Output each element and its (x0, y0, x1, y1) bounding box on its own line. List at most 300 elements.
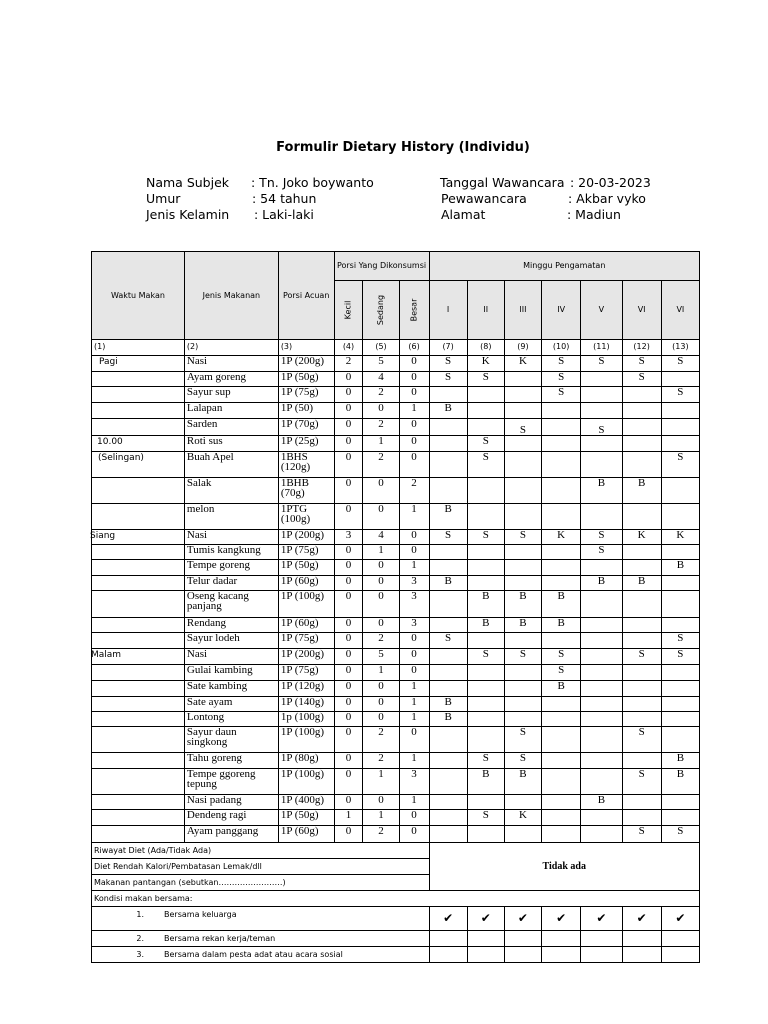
week-value (504, 560, 541, 576)
header-week: VI (661, 281, 699, 340)
waktu-cell (92, 826, 185, 843)
week-value (429, 826, 467, 843)
table-row (92, 356, 700, 372)
week-value: S (429, 356, 467, 372)
week-value: B (542, 591, 581, 618)
column-number: (2) (184, 340, 278, 356)
week-value (504, 545, 541, 560)
week-value (467, 712, 504, 727)
week-value (467, 419, 504, 436)
table-row (92, 649, 700, 665)
portion-reference: 1P (75g) (278, 665, 334, 681)
food-name: Roti sus (184, 436, 278, 452)
empty-cell (622, 931, 661, 947)
portion-besar: 0 (399, 665, 429, 681)
week-value (661, 372, 699, 387)
week-value (622, 591, 661, 618)
week-value: S (661, 387, 699, 403)
waktu-cell (92, 576, 185, 591)
week-value: S (504, 419, 541, 436)
week-value: S (467, 649, 504, 665)
portion-sedang: 2 (363, 387, 399, 403)
waktu-cell (92, 591, 185, 618)
portion-kecil: 0 (334, 618, 363, 633)
header-week: III (504, 281, 541, 340)
week-value: S (661, 633, 699, 649)
week-value: B (504, 769, 541, 795)
week-value (542, 727, 581, 753)
tanggal-value: : 20-03-2023 (570, 175, 651, 190)
portion-sedang: 0 (363, 560, 399, 576)
portion-besar: 1 (399, 504, 429, 530)
portion-besar: 3 (399, 618, 429, 633)
week-value (661, 478, 699, 504)
portion-sedang: 5 (363, 649, 399, 665)
week-value (581, 769, 622, 795)
week-value: B (542, 618, 581, 633)
portion-sedang: 2 (363, 452, 399, 478)
week-value (429, 665, 467, 681)
table-row (92, 560, 700, 576)
food-name: Dendeng ragi (184, 810, 278, 826)
week-value (504, 712, 541, 727)
week-value (429, 681, 467, 697)
waktu-cell (92, 372, 185, 387)
week-value (542, 560, 581, 576)
column-number: (8) (467, 340, 504, 356)
portion-sedang: 1 (363, 545, 399, 560)
waktu-cell (92, 753, 185, 769)
week-value (429, 478, 467, 504)
week-value: B (622, 478, 661, 504)
week-value: S (429, 372, 467, 387)
portion-reference: 1P (200g) (278, 649, 334, 665)
week-value (429, 436, 467, 452)
portion-besar: 1 (399, 560, 429, 576)
empty-cell (504, 947, 541, 963)
kondisi-row (92, 907, 700, 931)
week-value (504, 372, 541, 387)
food-name: Buah Apel (184, 452, 278, 478)
portion-sedang: 0 (363, 795, 399, 810)
week-value: B (429, 504, 467, 530)
column-number: (1) (92, 340, 185, 356)
week-value (504, 697, 541, 712)
portion-sedang: 0 (363, 681, 399, 697)
jenis-kelamin-label: Jenis Kelamin (146, 207, 230, 222)
table-row (92, 530, 700, 545)
waktu-cell (92, 504, 185, 530)
week-value (542, 753, 581, 769)
table-row (92, 826, 700, 843)
header-porsi: Porsi Acuan (278, 252, 334, 340)
week-value (622, 419, 661, 436)
kondisi-item (92, 931, 430, 947)
week-value: S (429, 633, 467, 649)
portion-kecil: 0 (334, 727, 363, 753)
check-icon (581, 907, 622, 931)
portion-kecil: 0 (334, 681, 363, 697)
portion-kecil: 0 (334, 712, 363, 727)
week-value: S (622, 356, 661, 372)
portion-kecil: 0 (334, 436, 363, 452)
week-value (542, 403, 581, 419)
portion-besar: 0 (399, 436, 429, 452)
week-value (542, 436, 581, 452)
week-value (581, 618, 622, 633)
week-value: B (661, 769, 699, 795)
empty-cell (661, 931, 699, 947)
portion-besar: 1 (399, 753, 429, 769)
portion-sedang: 1 (363, 769, 399, 795)
food-name: Sayur lodeh (184, 633, 278, 649)
dietary-history-table (91, 251, 700, 963)
week-value (429, 545, 467, 560)
week-value (429, 810, 467, 826)
week-value (661, 712, 699, 727)
week-value: S (622, 826, 661, 843)
week-value (581, 436, 622, 452)
food-name: Lontong (184, 712, 278, 727)
portion-kecil: 0 (334, 372, 363, 387)
portion-reference: 1P (50g) (278, 810, 334, 826)
check-icon (429, 907, 467, 931)
portion-reference: 1P (75g) (278, 545, 334, 560)
portion-sedang: 4 (363, 530, 399, 545)
portion-kecil: 0 (334, 649, 363, 665)
week-value (622, 436, 661, 452)
week-value (504, 681, 541, 697)
alamat-label: Alamat (441, 207, 486, 222)
week-value (467, 576, 504, 591)
kondisi-row (92, 931, 700, 947)
food-name: Sayur sup (184, 387, 278, 403)
week-value (542, 504, 581, 530)
week-value: S (467, 452, 504, 478)
week-value: S (504, 753, 541, 769)
food-name: Sayur daun singkong (184, 727, 278, 753)
column-number: (3) (278, 340, 334, 356)
check-icon: ✔ (636, 911, 647, 925)
table-row (92, 697, 700, 712)
kondisi-row (92, 947, 700, 963)
column-number: (12) (622, 340, 661, 356)
table-row (92, 545, 700, 560)
food-name: Tempe ggoreng tepung (184, 769, 278, 795)
week-value (467, 665, 504, 681)
portion-sedang: 2 (363, 826, 399, 843)
week-value: S (661, 826, 699, 843)
portion-reference: 1P (70g) (278, 419, 334, 436)
week-value (504, 452, 541, 478)
check-icon (504, 907, 541, 931)
portion-besar: 0 (399, 727, 429, 753)
portion-kecil: 0 (334, 504, 363, 530)
week-value (467, 560, 504, 576)
portion-besar: 1 (399, 697, 429, 712)
portion-reference: 1P (100g) (278, 727, 334, 753)
week-value (504, 633, 541, 649)
week-value (581, 697, 622, 712)
food-name: Nasi (184, 649, 278, 665)
week-value (542, 478, 581, 504)
week-value (504, 478, 541, 504)
portion-besar: 0 (399, 633, 429, 649)
week-value (581, 372, 622, 387)
week-value: S (467, 372, 504, 387)
week-value: S (661, 356, 699, 372)
week-value: S (467, 530, 504, 545)
week-value: B (429, 576, 467, 591)
table-row (92, 419, 700, 436)
portion-sedang: 0 (363, 697, 399, 712)
week-value (504, 387, 541, 403)
time-pagi: Pagi (99, 357, 118, 367)
food-name: Tahu goreng (184, 753, 278, 769)
week-value (581, 387, 622, 403)
week-value (429, 769, 467, 795)
portion-reference: 1P (60g) (278, 618, 334, 633)
week-value (661, 591, 699, 618)
portion-kecil: 0 (334, 633, 363, 649)
portion-sedang: 0 (363, 618, 399, 633)
kondisi-number: 1. (136, 910, 144, 919)
empty-cell (581, 947, 622, 963)
week-value (542, 712, 581, 727)
empty-cell (581, 931, 622, 947)
portion-reference: 1PTG (100g) (278, 504, 334, 530)
portion-sedang: 2 (363, 419, 399, 436)
header-waktu: Waktu Makan (92, 252, 185, 340)
week-value: B (467, 769, 504, 795)
waktu-cell (92, 419, 185, 436)
week-value (467, 826, 504, 843)
header-week: IV (542, 281, 581, 340)
week-value (542, 419, 581, 436)
portion-besar: 0 (399, 387, 429, 403)
week-value (542, 697, 581, 712)
kondisi-number: 3. (136, 950, 144, 959)
waktu-cell (92, 665, 185, 681)
header-sedang: Sedang (375, 294, 385, 326)
week-value (622, 633, 661, 649)
portion-reference: 1P (120g) (278, 681, 334, 697)
week-value (542, 769, 581, 795)
portion-reference: 1P (100g) (278, 769, 334, 795)
week-value: B (581, 795, 622, 810)
portion-reference: 1p (100g) (278, 712, 334, 727)
week-value: S (581, 419, 622, 436)
portion-besar: 3 (399, 769, 429, 795)
week-value: S (467, 810, 504, 826)
week-value: S (542, 387, 581, 403)
check-icon: ✔ (443, 911, 454, 925)
portion-besar: 3 (399, 591, 429, 618)
week-value: B (581, 576, 622, 591)
table-row (92, 576, 700, 591)
food-name: Gulai kambing (184, 665, 278, 681)
table-row (92, 795, 700, 810)
week-value (661, 727, 699, 753)
table-row (92, 403, 700, 419)
pewawancara-label: Pewawancara (441, 191, 527, 206)
page-title: Formulir Dietary History (Individu) (276, 140, 530, 155)
column-number: (9) (504, 340, 541, 356)
week-value: B (542, 681, 581, 697)
portion-reference: 1BHS (120g) (278, 452, 334, 478)
week-value: B (467, 591, 504, 618)
week-value (504, 436, 541, 452)
week-value (429, 795, 467, 810)
week-value: B (504, 591, 541, 618)
riwayat-diet-label: Riwayat Diet (Ada/Tidak Ada) (92, 843, 430, 859)
portion-kecil: 0 (334, 545, 363, 560)
portion-sedang: 1 (363, 810, 399, 826)
table-row (92, 618, 700, 633)
week-value: K (467, 356, 504, 372)
week-value (467, 795, 504, 810)
nama-label: Nama Subjek (146, 175, 230, 190)
week-value (467, 545, 504, 560)
week-value (661, 436, 699, 452)
week-value (581, 712, 622, 727)
week-value (504, 576, 541, 591)
empty-cell (429, 931, 467, 947)
column-number: (4) (334, 340, 363, 356)
waktu-cell (92, 560, 185, 576)
time-malam: Malam (91, 650, 122, 660)
empty-cell (661, 947, 699, 963)
week-value: S (542, 649, 581, 665)
week-value (661, 665, 699, 681)
week-value (467, 387, 504, 403)
week-value (581, 727, 622, 753)
week-value (581, 681, 622, 697)
waktu-cell (92, 769, 185, 795)
portion-besar: 1 (399, 712, 429, 727)
kondisi-number: 2. (136, 934, 144, 943)
empty-cell (429, 947, 467, 963)
portion-sedang: 5 (363, 356, 399, 372)
week-value: K (504, 356, 541, 372)
portion-kecil: 0 (334, 478, 363, 504)
table-row (92, 591, 700, 618)
week-value: K (661, 530, 699, 545)
week-value (542, 826, 581, 843)
week-value (581, 633, 622, 649)
week-value (622, 795, 661, 810)
portion-kecil: 1 (334, 810, 363, 826)
portion-reference: 1P (400g) (278, 795, 334, 810)
food-name: melon (184, 504, 278, 530)
week-value (661, 403, 699, 419)
week-value: K (622, 530, 661, 545)
week-value (467, 697, 504, 712)
week-value: S (429, 530, 467, 545)
week-value (429, 419, 467, 436)
week-value: B (504, 618, 541, 633)
week-value (622, 452, 661, 478)
week-value (429, 727, 467, 753)
week-value (467, 727, 504, 753)
portion-reference: 1P (50g) (278, 372, 334, 387)
alamat-value: : Madiun (567, 207, 621, 222)
week-value: S (504, 727, 541, 753)
diet-label: Diet Rendah Kalori/Pembatasan Lemak/dll (92, 859, 430, 875)
food-name: Tempe goreng (184, 560, 278, 576)
food-name: Nasi (184, 530, 278, 545)
week-value (661, 697, 699, 712)
column-number: (7) (429, 340, 467, 356)
week-value (429, 618, 467, 633)
empty-cell (467, 947, 504, 963)
check-icon: ✔ (675, 911, 686, 925)
week-value: S (622, 727, 661, 753)
check-icon: ✔ (556, 911, 567, 925)
week-value (661, 795, 699, 810)
week-value (622, 387, 661, 403)
pewawancara-value: : Akbar vyko (568, 191, 646, 206)
portion-sedang: 0 (363, 504, 399, 530)
week-value (467, 478, 504, 504)
time-1000: 10.00 (97, 437, 123, 447)
food-name: Nasi (184, 356, 278, 372)
portion-reference: 1BHB (70g) (278, 478, 334, 504)
week-value (581, 591, 622, 618)
portion-reference: 1P (60g) (278, 826, 334, 843)
portion-sedang: 1 (363, 436, 399, 452)
column-number: (13) (661, 340, 699, 356)
header-week: II (467, 281, 504, 340)
week-value (581, 810, 622, 826)
week-value (504, 826, 541, 843)
portion-reference: 1P (200g) (278, 530, 334, 545)
waktu-cell (92, 712, 185, 727)
portion-besar: 3 (399, 576, 429, 591)
portion-kecil: 0 (334, 560, 363, 576)
check-icon: ✔ (596, 911, 607, 925)
week-value (429, 387, 467, 403)
week-value: B (467, 618, 504, 633)
week-value: S (581, 530, 622, 545)
portion-sedang: 0 (363, 403, 399, 419)
week-value (622, 560, 661, 576)
week-value (467, 681, 504, 697)
week-value: S (542, 372, 581, 387)
portion-kecil: 0 (334, 753, 363, 769)
week-value (581, 403, 622, 419)
waktu-cell (92, 795, 185, 810)
portion-reference: 1P (60g) (278, 576, 334, 591)
week-value (581, 560, 622, 576)
week-value (661, 545, 699, 560)
week-value: S (581, 356, 622, 372)
portion-kecil: 0 (334, 591, 363, 618)
portion-kecil: 0 (334, 795, 363, 810)
portion-kecil: 2 (334, 356, 363, 372)
portion-reference: 1P (75g) (278, 633, 334, 649)
week-value (467, 504, 504, 530)
week-value (542, 545, 581, 560)
table-row (92, 633, 700, 649)
week-value: K (542, 530, 581, 545)
week-value: S (542, 356, 581, 372)
food-name: Ayam goreng (184, 372, 278, 387)
header-dikonsumsi: Porsi Yang Dikonsumsi (334, 252, 429, 281)
week-value: K (504, 810, 541, 826)
week-value (661, 681, 699, 697)
check-icon (542, 907, 581, 931)
